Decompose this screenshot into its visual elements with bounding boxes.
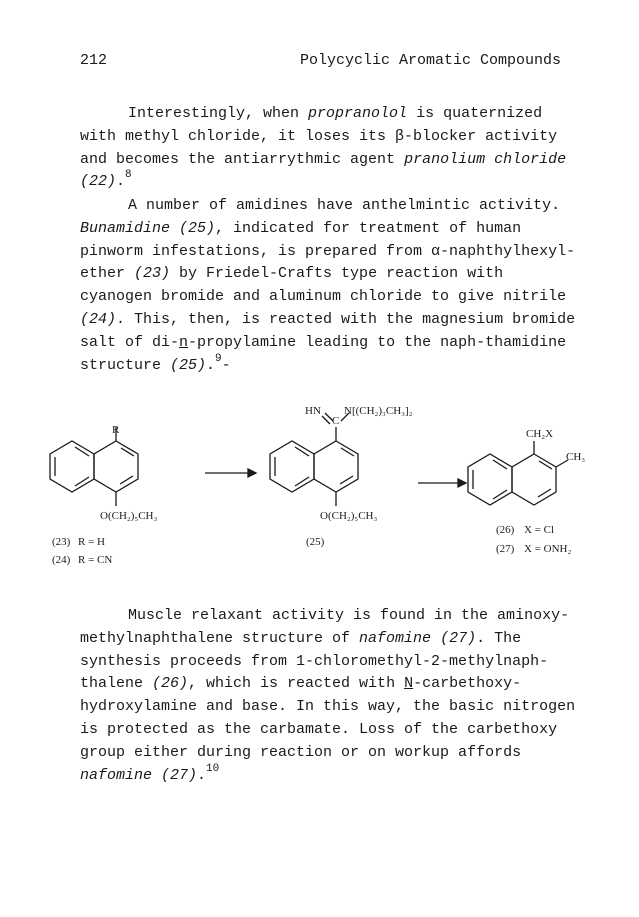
text: Interestingly, when <box>128 105 309 122</box>
drug-name: nafomine <box>80 766 153 784</box>
imine-nh: HN <box>305 405 321 417</box>
compound-label-23: (23) <box>52 536 71 548</box>
text: . <box>206 356 216 374</box>
compound-ref: (27) <box>152 766 198 784</box>
methyl-group: CH₃ <box>566 451 586 463</box>
text: , indicated for treatment of human pinworm infestations, is prepared from α-naphthylhexyl-ether <box>80 219 576 283</box>
ether-chain-25: O(CH₂)₅CH₃ <box>320 510 378 522</box>
compound-ref: (25) <box>170 356 207 374</box>
page-number: 212 <box>80 52 108 69</box>
compound-def-27: X = ONH₂ <box>524 543 572 555</box>
text: -propylamine leading to the naph-thamidine structure <box>80 333 567 374</box>
running-title: Polycyclic Aromatic Compounds <box>300 52 562 69</box>
substituent-r: R <box>112 424 120 436</box>
paragraph-nafomine <box>80 605 580 787</box>
compound-def-26: X = Cl <box>524 524 555 536</box>
drug-name: propranolol <box>308 105 408 122</box>
text: A number of amidines have anthelmintic activity. <box>128 197 561 214</box>
compound-ref: (23) <box>134 265 171 283</box>
ether-chain-23: O(CH₂)₅CH₃ <box>100 510 158 522</box>
text: Muscle relaxant activity is found in the aminoxy-methylnaphthalene structure of <box>80 607 570 647</box>
text: -carbethoxy-hydroxylamine and base. In this way, the basic nitrogen is protected as the carbamate. Loss of the carbethoxy group either during reaction or on workup affords <box>80 675 576 761</box>
text: by Friedel-Crafts type reaction with cyanogen bromide and aluminum chloride to give nitrile <box>80 265 567 306</box>
drug-name: nafomine <box>359 629 432 647</box>
naphthalene-structure-26 <box>468 441 568 505</box>
naphthalene-structure-25 <box>270 413 358 506</box>
drug-name: pranolium chloride <box>404 150 567 168</box>
text: . This, then, is reacted with the magnesium bromide salt of di- <box>80 310 576 351</box>
compound-def-24: R = CN <box>78 554 113 566</box>
paragraph-amidines <box>80 195 580 377</box>
footnote-ref: 9 <box>215 352 222 365</box>
text: - <box>221 356 231 374</box>
paragraph-propranolol <box>80 103 580 194</box>
compound-ref: (24) <box>80 310 117 328</box>
compound-label-26: (26) <box>496 524 515 536</box>
text: is quaternized with methyl chloride, it loses its β-blocker activity and becomes the antiarrythmic agent <box>80 105 558 168</box>
compound-def-23: R = H <box>78 536 105 548</box>
text: . The synthesis proceeds from 1-chloromethyl-2-methylnaph-thalene <box>80 629 549 693</box>
drug-name: Bunamidine (25) <box>80 219 216 237</box>
compound-label-24: (24) <box>52 554 71 566</box>
text: , which is reacted with <box>188 675 405 693</box>
compound-label-25: (25) <box>306 536 325 548</box>
italic-n: n <box>179 333 189 351</box>
dipropylamine-group: N[(CH₂)₃CH₃]₂ <box>344 405 413 417</box>
text: . <box>116 173 126 191</box>
compound-label-27: (27) <box>496 543 515 555</box>
footnote-ref: 8 <box>125 169 132 182</box>
amidine-carbon: C <box>332 415 340 427</box>
reaction-scheme <box>30 405 610 585</box>
compound-ref: (22) <box>80 173 117 191</box>
text: . <box>197 766 207 784</box>
ch2x-group: CH₂X <box>526 428 554 440</box>
compound-ref: (26) <box>152 675 189 693</box>
compound-ref: (27) <box>431 629 477 647</box>
naphthalene-structure-23 <box>50 427 138 506</box>
italic-n: N <box>404 675 414 693</box>
footnote-ref: 10 <box>206 762 220 775</box>
